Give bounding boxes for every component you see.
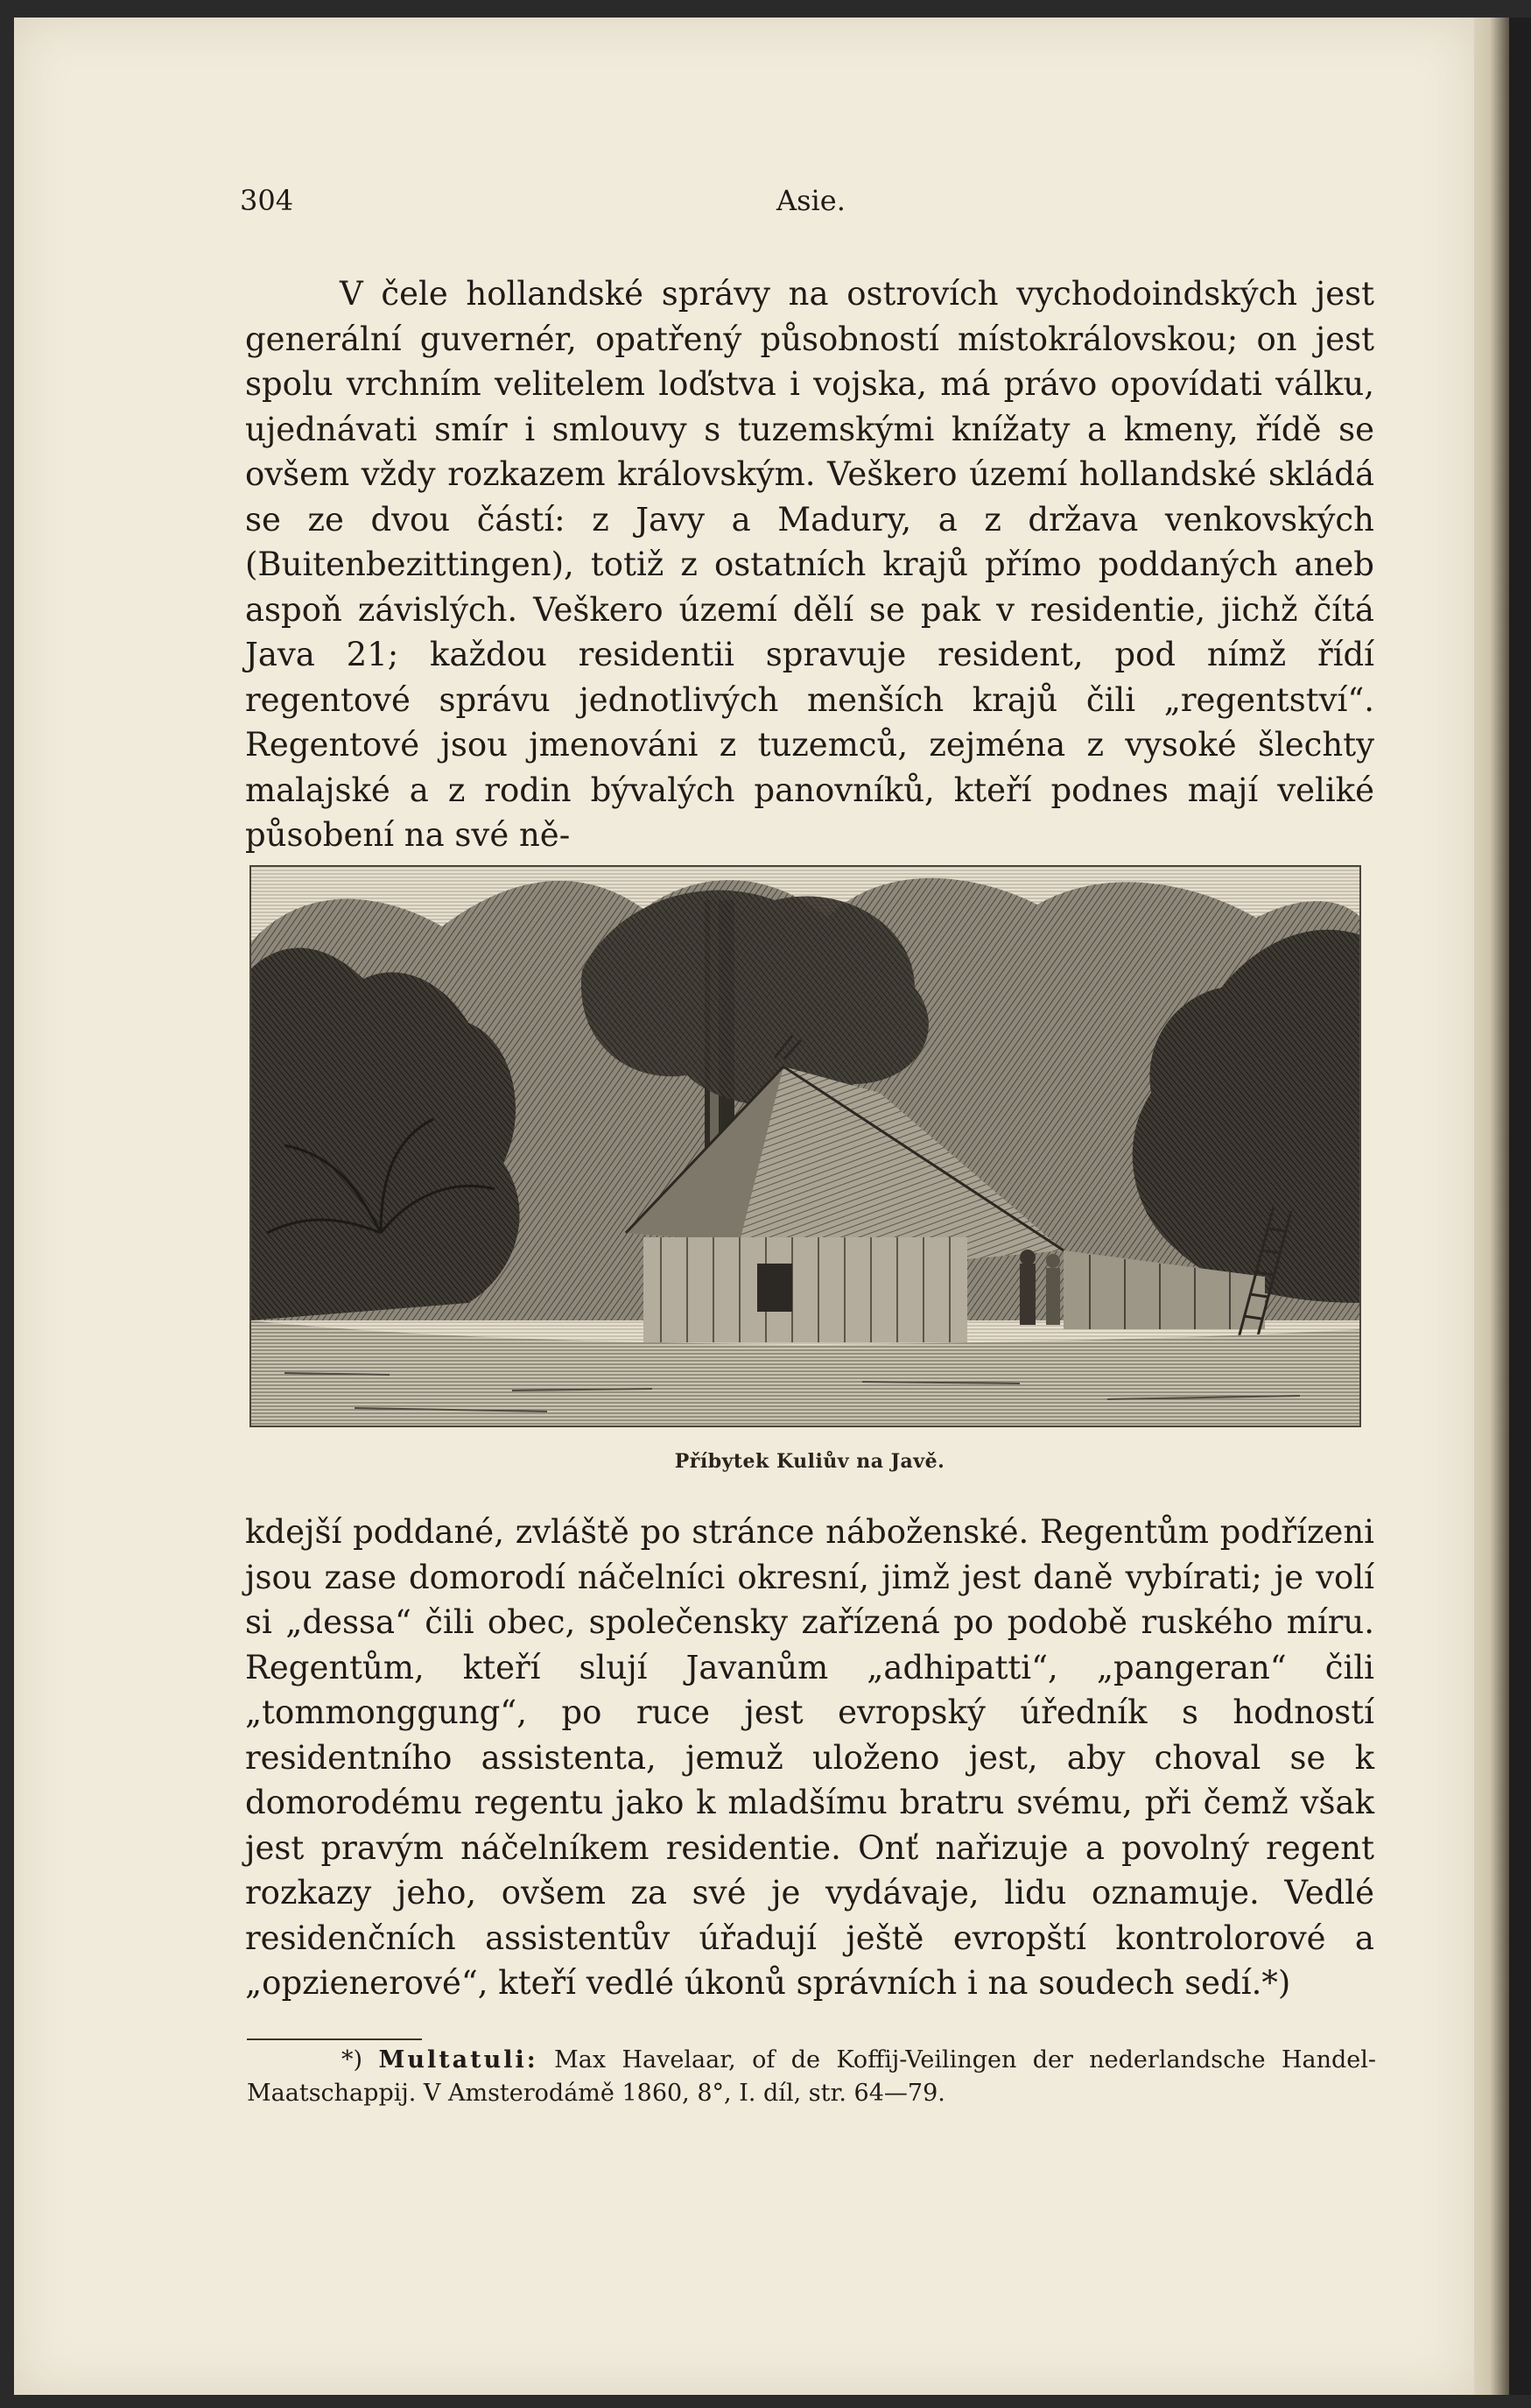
footnote-rule [247,2038,422,2040]
running-title: Asie. [776,184,846,217]
figure-caption: Příbytek Kuliův na Javě. [674,1450,945,1473]
footnote-text: Max Havelaar, of de Koffij-Veilingen der nederlandsche Handel-Maatschappij. V Amsterodámě 1860, 8°, I. díl, str. 64—79. [247,2046,1376,2107]
page-number: 304 [240,184,294,217]
footnote-author: Multatuli: [378,2046,538,2074]
paragraph-2: kdejší poddané, zvláště po stránce náboženské. Regentům podřízeni jsou zase domorodí náčelníci okresní, jimž jest daně vybírati; je volí si „dessa“ čili obec, společensky zařízená po podobě ruského míru. Regentům, kteří slují Javanům „adhipatti“, „pangeran“ čili „tommonggung“, po ruce jest evropský úředník s hodností residentního assistenta, jemuž uloženo jest, aby choval se k domorodému regentu jako k mladšímu bratru svému, při čemž však jest pravým náčelníkem residentie. Onť nařizuje a povolný regent rozkazy jeho, ovšem za své je vydávaje, lidu oznamuje. Vedlé residenčních assistentův úřadují ještě evropští kontrolorové a „opzienerové“, kteří vedlé úkonů správních i na soudech sedí.*) [245,1513,1374,2002]
footnote-marker: *) [341,2046,363,2074]
page-header [229,184,1367,222]
engraving-hut-in-jungle [249,865,1361,1427]
paragraph-1: V čele hollandské správy na ostrovích vychodoindských jest generální guvernér, opatřený působností místokrálovskou; on jest spolu vrchním velitelem loďstva i vojska, má právo opovídati válku, ujednávati smír i smlouvy s tuzemskými knížaty a kmeny, řídě se ovšem vždy rozkazem královským. Veškero území hollandské skládá se ze dvou částí: z Javy a Madury, a z država venkovských (Buitenbezittingen), totiž z ostatních krajů přímo poddaných aneb aspoň závislých. Veškero území dělí se pak v residentie, jichž čítá Java 21; každou residentii spravuje resident, pod nímž řídí regentové správu jednotlivých menších krajů čili „regentství“. Regentové jsou jmenováni z tuzemců, zejména z vysoké šlechty malajské a z rodin bývalých panovníků, kteří podnes mají veliké působení na své ně- [245,275,1374,854]
book-binding [1474,18,1509,2395]
footnote [247,2044,1376,2110]
binding-shadow [1509,18,1531,2395]
